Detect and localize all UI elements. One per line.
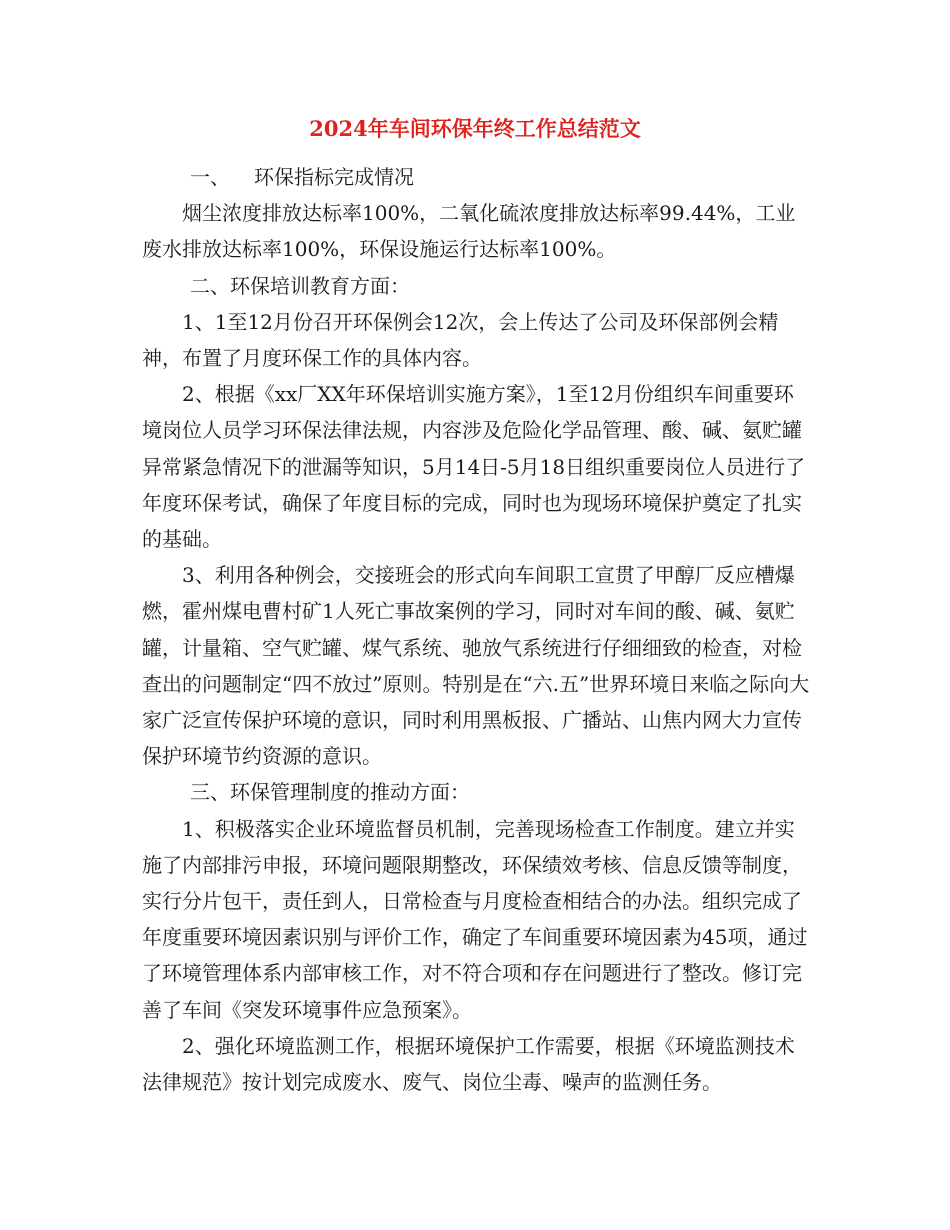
paragraph: 3、利用各种例会，交接班会的形式向车间职工宣贯了甲醇厂反应槽爆燃，霍州煤电曹村矿1人死亡事故案例的学习，同时对车间的酸、碱、氨贮罐，计量箱、空气贮罐、煤气系统、驰放气系统进行仔细细致的检查，对检查出的问题制定“四不放过”原则。特别是在“六.五”世界环境日来临之际向大家广泛宣传保护环境的意识，同时利用黑板报、广播站、山焦内网大力宣传保护环境节约资源的意识。: [142, 563, 810, 769]
section-heading-management: 三、环保管理制度的推动方面：: [190, 780, 470, 805]
paragraph: 1、积极落实企业环境监督员机制，完善现场检查工作制度。建立并实施了内部排污申报，环境问题限期整改，环保绩效考核、信息反馈等制度，实行分片包干，责任到人，日常检查与月度检查相结合的办法。组织完成了年度重要环境因素识别与评价工作，确定了车间重要环境因素为45项，通过了环境管理体系内部审核工作，对不符合项和存在问题进行了整改。修订完善了车间《突发环境事件应急预案》。: [142, 816, 808, 1022]
document-body: [142, 159, 810, 1100]
paragraph: 烟尘浓度排放达标率100%，二氧化硫浓度排放达标率99.44%，工业废水排放达标率100%，环保设施运行达标率100%。: [142, 201, 796, 262]
paragraph: 1、1至12月份召开环保例会12次，会上传达了公司及环保部例会精神，布置了月度环保工作的具体内容。: [142, 309, 779, 371]
section-heading-indicators: [142, 159, 810, 195]
section-heading-number: 一、: [190, 165, 230, 189]
document-title: 2024年车间环保年终工作总结范文: [309, 116, 641, 141]
paragraph: 2、强化环境监测工作，根据环境保护工作需要，根据《环境监测技术法律规范》按计划完成废水、废气、岗位尘毒、噪声的监测任务。: [142, 1033, 795, 1095]
section-heading-training: 二、环保培训教育方面：: [190, 273, 410, 298]
section-heading-text: 环保指标完成情况: [254, 165, 414, 189]
paragraph: 2、根据《xx厂XX年环保培训实施方案》，1至12月份组织车间重要环境岗位人员学习环保法律法规，内容涉及危险化学品管理、酸、碱、氨贮罐异常紧急情况下的泄漏等知识，5月14日-5月18日组织重要岗位人员进行了年度环保考试，确保了年度目标的完成，同时也为现场环境保护奠定了扎实的基础。: [142, 382, 806, 552]
